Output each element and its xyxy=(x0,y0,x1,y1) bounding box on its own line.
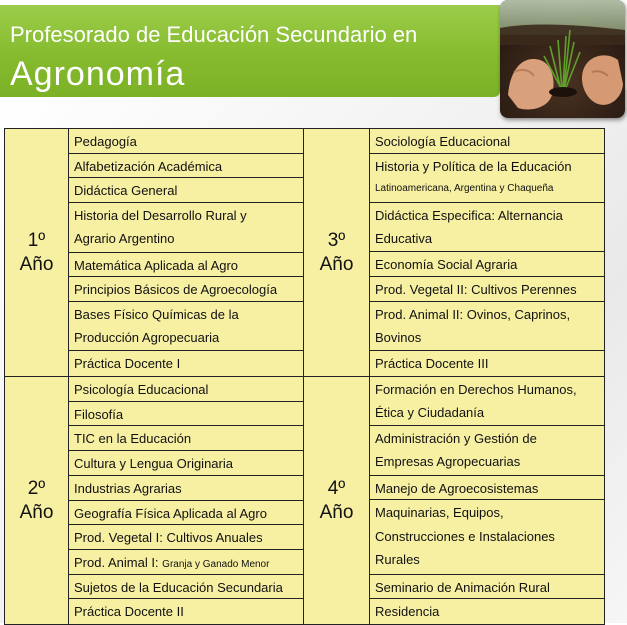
table-row: Residencia xyxy=(370,599,604,624)
table-row: Prod. Animal II: Ovinos, Caprinos, Bovinos xyxy=(370,302,604,351)
table-row: Práctica Docente III xyxy=(370,351,604,376)
table-row: Manejo de Agroecosistemas xyxy=(370,476,604,501)
table-row: Didáctica Especifica: Alternancia Educativa xyxy=(370,203,604,252)
table-row: Geografía Física Aplicada al Agro xyxy=(69,501,303,526)
title-line-1: Profesorado de Educación Secundario en xyxy=(10,22,418,47)
table-row: Práctica Docente I xyxy=(69,351,303,376)
table-row: Bases Físico Químicas de la Producción Agropecuaria xyxy=(69,302,303,351)
hands-planting-seedling-photo xyxy=(500,0,625,118)
year-1-label xyxy=(5,129,69,377)
year-number: 3º xyxy=(327,229,346,251)
year-word: Año xyxy=(319,253,354,275)
table-row: Didáctica General xyxy=(69,178,303,203)
table-row: Principios Básicos de Agroecología xyxy=(69,277,303,302)
table-row: Pedagogía xyxy=(69,129,303,154)
year-number: 2º xyxy=(27,477,46,499)
year-1-subjects xyxy=(69,129,304,377)
table-row: Seminario de Animación Rural xyxy=(370,575,604,600)
table-row: Maquinarias, Equipos, Construcciones e Instalaciones Rurales xyxy=(370,500,604,574)
year-4-subjects xyxy=(370,377,605,625)
table-row: Historia y Política de la Educación Latinoamericana, Argentina y Chaqueña xyxy=(370,154,604,203)
year-4-label xyxy=(304,377,370,625)
table-row: Psicología Educacional xyxy=(69,377,303,402)
table-row: Cultura y Lengua Originaria xyxy=(69,451,303,476)
table-row: Sujetos de la Educación Secundaria xyxy=(69,575,303,600)
table-row: Alfabetización Académica xyxy=(69,154,303,179)
table-row: Prod. Vegetal II: Cultivos Perennes xyxy=(370,277,604,302)
table-row: Matemática Aplicada al Agro xyxy=(69,253,303,278)
page-title: Agronomía xyxy=(10,55,186,93)
table-row: TIC en la Educación xyxy=(69,426,303,451)
year-number: 1º xyxy=(27,229,46,251)
curriculum-table xyxy=(4,128,605,625)
table-row: Práctica Docente II xyxy=(69,599,303,624)
table-row: Prod. Vegetal I: Cultivos Anuales xyxy=(69,525,303,550)
table-row: Filosofía xyxy=(69,402,303,427)
year-3-label xyxy=(304,129,370,377)
table-row: Economía Social Agraria xyxy=(370,252,604,277)
year-word: Año xyxy=(19,253,54,275)
year-3-subjects xyxy=(370,129,605,377)
table-row: Industrias Agrarias xyxy=(69,476,303,501)
year-number: 4º xyxy=(327,477,346,499)
title-banner xyxy=(0,5,500,97)
table-row: Prod. Animal I: Granja y Ganado Menor xyxy=(69,550,303,575)
table-row: Administración y Gestión de Empresas Agropecuarias xyxy=(370,426,604,475)
year-2-subjects xyxy=(69,377,304,625)
year-word: Año xyxy=(19,501,54,523)
table-row: Formación en Derechos Humanos, Ética y Ciudadanía xyxy=(370,377,604,426)
table-row: Sociología Educacional xyxy=(370,129,604,154)
year-2-label xyxy=(5,377,69,625)
table-row: Historia del Desarrollo Rural y Agrario Argentino xyxy=(69,203,303,252)
year-word: Año xyxy=(319,501,354,523)
